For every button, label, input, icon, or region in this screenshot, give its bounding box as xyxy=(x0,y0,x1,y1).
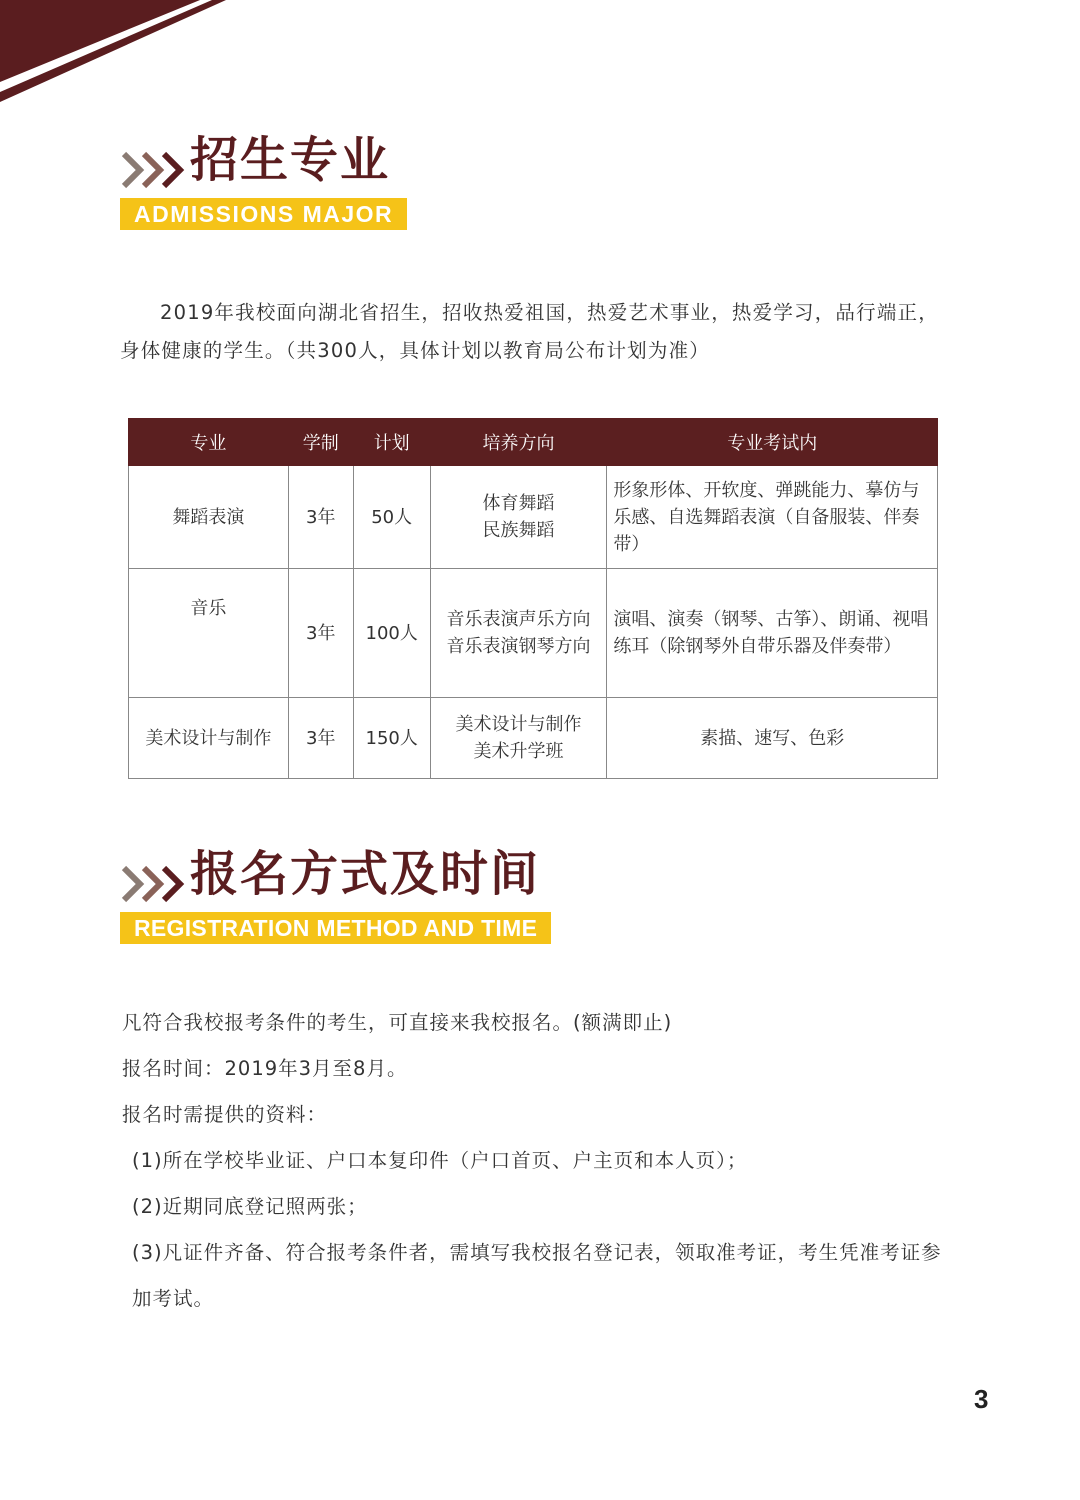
exam-cell: 形象形体、开软度、弹跳能力、摹仿与乐感、自选舞蹈表演（自备服装、伴奏带） xyxy=(607,466,938,569)
direction-line: 音乐表演钢琴方向 xyxy=(446,636,591,657)
table-row xyxy=(129,698,938,779)
materials-heading: 报名时需提供的资料： xyxy=(122,1103,328,1126)
direction-line: 体育舞蹈 xyxy=(482,493,555,514)
chevron-right-icon xyxy=(120,864,186,904)
section-subtitle: REGISTRATION METHOD AND TIME xyxy=(120,912,551,944)
header-cell: 专业 xyxy=(129,419,289,466)
section-subtitle: ADMISSIONS MAJOR xyxy=(120,198,407,230)
page-number: 3 xyxy=(974,1384,989,1414)
direction-line: 音乐表演声乐方向 xyxy=(446,609,591,630)
chevron-right-icon xyxy=(120,150,186,190)
major-cell: 音乐 xyxy=(129,569,289,698)
plan-cell: 50人 xyxy=(353,466,430,569)
header-cell: 培养方向 xyxy=(430,419,607,466)
registration-line: 凡符合我校报考条件的考生，可直接来我校报名。(额满即止) xyxy=(122,1011,673,1034)
materials-item: (2)近期同底登记照两张； xyxy=(132,1195,368,1218)
materials-item: (3)凡证件齐备、符合报考条件者，需填写我校报名登记表，领取准考证，考生凭准考证参加考试。 xyxy=(132,1241,942,1310)
plan-cell: 150人 xyxy=(353,698,430,779)
header-cell: 计划 xyxy=(353,419,430,466)
table-row xyxy=(129,466,938,569)
header-cell: 专业考试内 xyxy=(607,419,938,466)
corner-decoration xyxy=(0,0,240,110)
duration-cell: 3年 xyxy=(288,569,353,698)
major-cell: 舞蹈表演 xyxy=(129,466,289,569)
registration-time: 报名时间：2019年3月至8月。 xyxy=(122,1057,408,1080)
direction-cell xyxy=(430,466,607,569)
materials-item: (1)所在学校毕业证、户口本复印件（户口首页、户主页和本人页）； xyxy=(132,1149,748,1172)
direction-cell xyxy=(430,698,607,779)
section-title: 招生专业 xyxy=(190,132,391,188)
duration-cell: 3年 xyxy=(288,698,353,779)
table-header-row xyxy=(129,419,938,466)
exam-cell: 素描、速写、色彩 xyxy=(607,698,938,779)
duration-cell: 3年 xyxy=(288,466,353,569)
header-cell: 学制 xyxy=(288,419,353,466)
intro-paragraph: 2019年我校面向湖北省招生，招收热爱祖国，热爱艺术事业，热爱学习，品行端正，身体健康的学生。（共300人，具体计划以教育局公布计划为准） xyxy=(120,301,939,362)
table-row xyxy=(129,569,938,698)
direction-line: 民族舞蹈 xyxy=(482,520,555,541)
exam-cell: 演唱、演奏（钢琴、古筝）、朗诵、视唱练耳（除钢琴外自带乐器及伴奏带） xyxy=(607,569,938,698)
registration-text xyxy=(122,1000,962,1322)
plan-cell: 100人 xyxy=(353,569,430,698)
direction-line: 美术升学班 xyxy=(473,741,564,762)
majors-table xyxy=(128,418,938,779)
major-cell: 美术设计与制作 xyxy=(129,698,289,779)
direction-cell xyxy=(430,569,607,698)
direction-line: 美术设计与制作 xyxy=(455,714,582,735)
section-title: 报名方式及时间 xyxy=(190,846,541,902)
